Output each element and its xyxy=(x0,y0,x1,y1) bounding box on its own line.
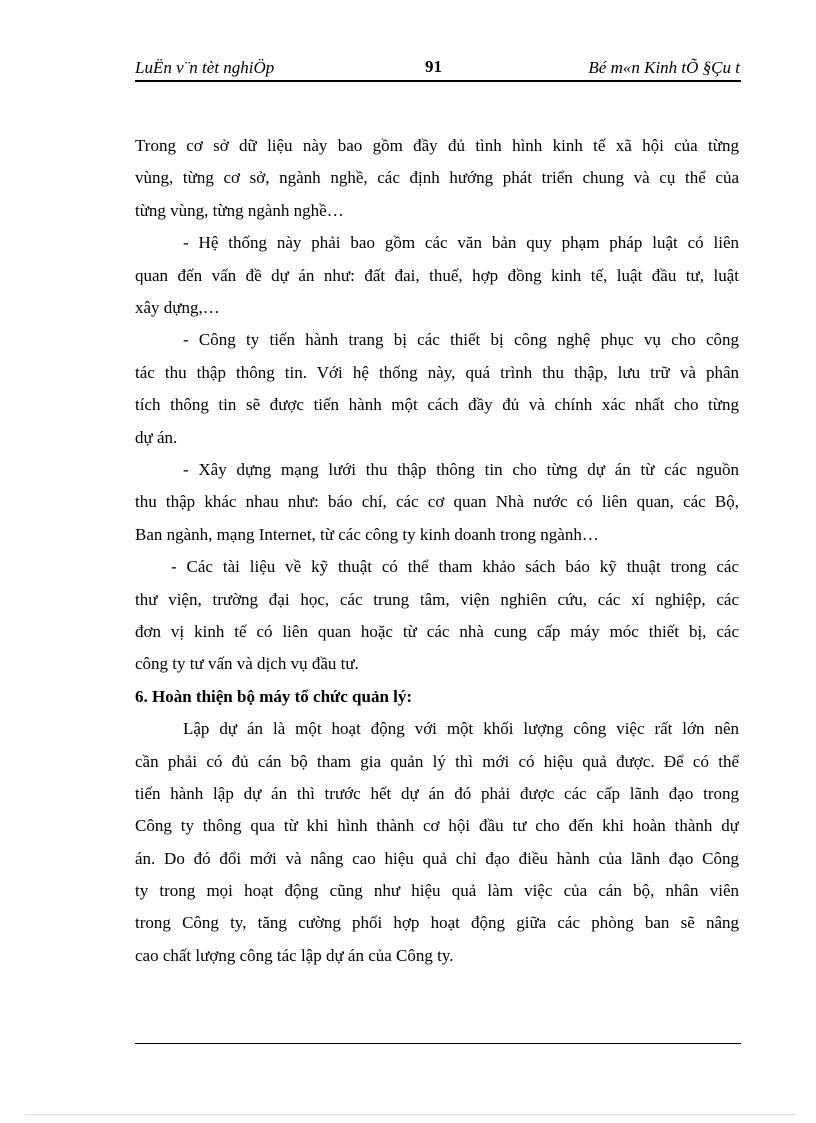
paragraph-management xyxy=(135,713,739,972)
text-line: Lập dự án là một hoạt động với một khối lượng công việc rất lớn nên xyxy=(183,719,739,739)
text-line: ty trong mọi hoạt động cũng như hiệu quả làm việc của cán bộ, nhân viên xyxy=(135,881,739,901)
header-divider xyxy=(135,80,741,82)
section-heading: 6. Hoàn thiện bộ máy tổ chức quản lý: xyxy=(135,686,413,706)
header-thesis-title: LuËn v¨n tèt nghiÖp xyxy=(135,58,275,77)
text-line: tác thu thập thông tin. Với hệ thống này, quá trình thu thập, lưu trữ và phân xyxy=(135,362,739,382)
text-line: công ty tư vấn và dịch vụ đầu tư. xyxy=(135,654,359,674)
paragraph-equipment xyxy=(135,324,739,454)
text-line: đơn vị kinh tế có liên quan hoặc từ các nhà cung cấp máy móc thiết bị, các xyxy=(135,621,739,641)
text-line: tiến hành lập dự án thì trước hết dự án đó phải được các cấp lãnh đạo trong xyxy=(135,783,739,803)
document-body xyxy=(135,130,739,972)
paragraph-technical-docs xyxy=(135,551,739,681)
paragraph-network xyxy=(135,454,739,551)
text-line: - Công ty tiến hành trang bị các thiết bị công nghệ phục vụ cho công xyxy=(183,330,739,350)
page-header xyxy=(135,58,740,82)
text-line: xây dựng,… xyxy=(135,297,220,317)
header-department: Bé m«n Kinh tÕ §Çu t xyxy=(588,58,740,77)
text-line: tích thông tin sẽ được tiến hành một cách đầy đủ và chính xác nhất cho từng xyxy=(135,395,739,415)
paragraph-legal-system xyxy=(135,227,739,324)
text-line: thu thập khác nhau như: báo chí, các cơ quan Nhà nước có liên quan, các Bộ, xyxy=(135,492,739,512)
page-bottom-border xyxy=(25,1114,795,1115)
text-line: cần phải có đủ cán bộ tham gia quản lý thì mới có hiệu quả được. Để có thể xyxy=(135,751,739,771)
text-line: vùng, từng cơ sở, ngành nghề, các định hướng phát triển chung và cụ thể của xyxy=(135,168,739,188)
footer-divider xyxy=(135,1043,741,1044)
text-line: án. Do đó đổi mới và nâng cao hiệu quả chỉ đạo điều hành của lãnh đạo Công xyxy=(135,848,739,868)
text-line: trong Công ty, tăng cường phối hợp hoạt động giữa các phòng ban sẽ nâng xyxy=(135,913,739,933)
page-number: 91 xyxy=(425,57,442,76)
text-line: Trong cơ sở dữ liệu này bao gồm đầy đủ tình hình kinh tế xã hội của từng xyxy=(135,136,739,155)
text-line: - Các tài liệu về kỹ thuật có thể tham khảo sách báo kỹ thuật trong các xyxy=(171,557,739,577)
text-line: Công ty thông qua từ khi hình thành cơ hội đầu tư cho đến khi hoàn thành dự xyxy=(135,816,739,836)
text-line: cao chất lượng công tác lập dự án của Công ty. xyxy=(135,945,454,965)
text-line: - Hệ thống này phải bao gồm các văn bản quy phạm pháp luật có liên xyxy=(183,233,739,253)
paragraph-database xyxy=(135,130,739,227)
text-line: dự án. xyxy=(135,427,178,447)
text-line: Ban ngành, mạng Internet, từ các công ty kinh doanh trong ngành… xyxy=(135,524,599,544)
text-line: từng vùng, từng ngành nghề… xyxy=(135,200,344,220)
text-line: - Xây dựng mạng lưới thu thập thông tin cho từng dự án từ các nguồn xyxy=(183,459,739,479)
text-line: thư viện, trường đại học, các trung tâm, viện nghiên cứu, các xí nghiệp, các xyxy=(135,589,739,609)
text-line: quan đến vấn đề dự án như: đất đai, thuế, hợp đồng kinh tế, luật đầu tư, luật xyxy=(135,265,739,285)
